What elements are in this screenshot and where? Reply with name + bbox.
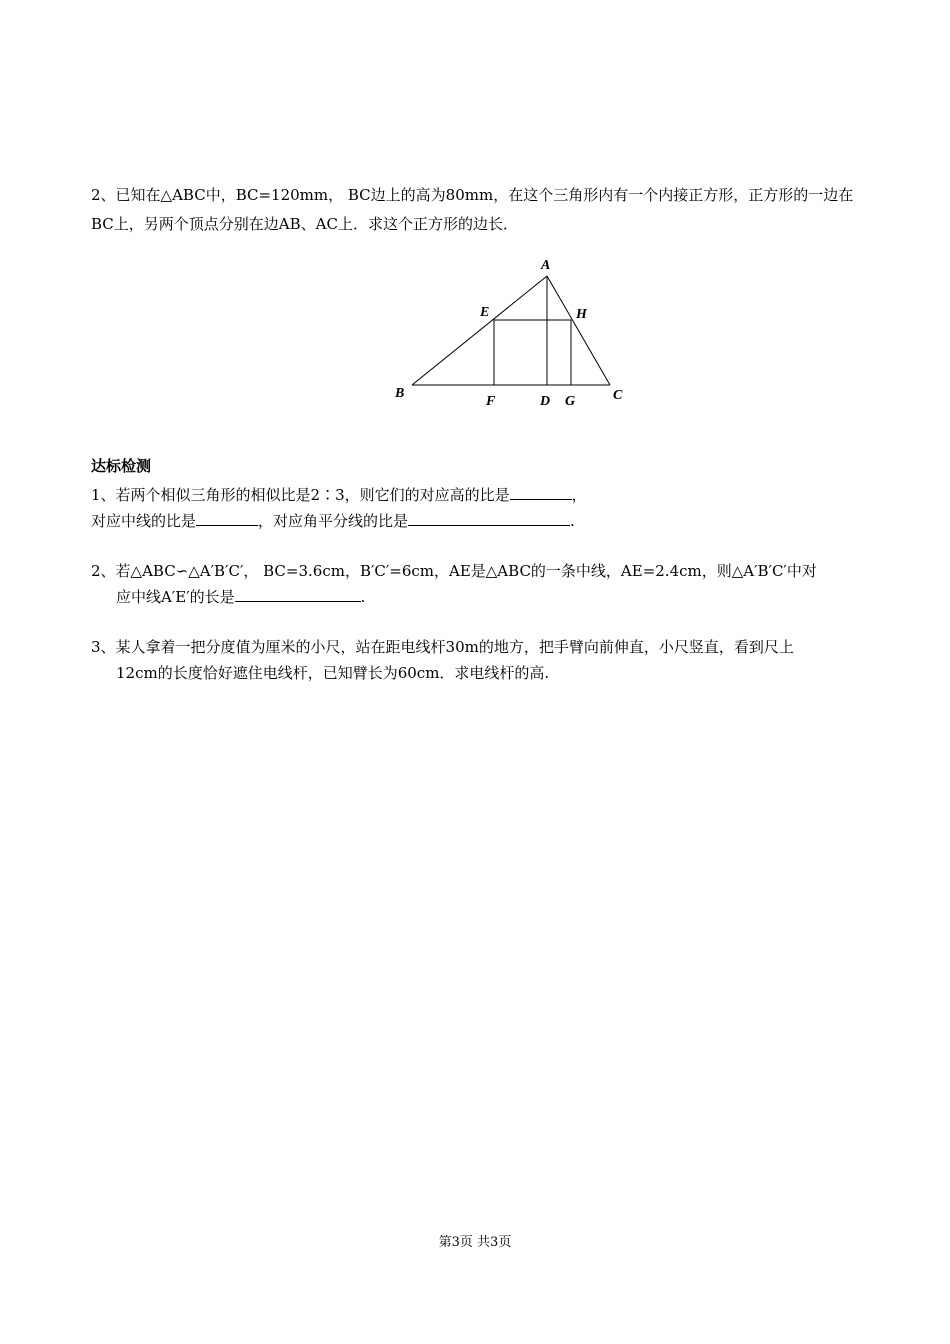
label-e: E (480, 305, 490, 320)
answer-blank-3 (408, 509, 570, 526)
label-f: F (486, 394, 496, 409)
question-1-text-b: ， (571, 486, 587, 504)
label-b: B (395, 386, 405, 401)
question-2-line-1: 2、若△ABC∽△A′B′C′， BC=3.6cm，B′C′=6cm，AE是△ABC的一条中线，AE=2.4cm，则△A′B′C′中对 (91, 562, 817, 580)
problem-2-line-2: BC上，另两个顶点分别在边AB、AC上．求这个正方形的边长． (91, 215, 518, 233)
label-c: C (613, 388, 623, 403)
answer-blank-4 (235, 585, 361, 602)
question-1-line-2 (91, 509, 575, 533)
question-2-line-2 (116, 585, 365, 609)
label-h: H (576, 307, 587, 322)
question-1-text-c: 对应中线的比是 (91, 512, 197, 530)
question-1-text-d: ，对应角平分线的比是 (258, 512, 409, 530)
label-g: G (565, 394, 576, 409)
question-1-line-1 (91, 483, 587, 507)
label-d: D (540, 394, 551, 409)
question-3-line-2: 12cm的长度恰好遮住电线杆，已知臂长为60cm．求电线杆的高. (116, 664, 550, 682)
side-ac (547, 276, 610, 385)
question-3-line-1: 3、某人拿着一把分度值为厘米的小尺，站在距电线杆30m的地方，把手臂向前伸直，小尺竖直，看到尺上 (91, 638, 794, 656)
answer-blank-1 (510, 483, 572, 500)
triangle-square-diagram (390, 250, 640, 410)
answer-blank-2 (196, 509, 258, 526)
section-heading: 达标检测 (91, 457, 152, 475)
question-1-text-a: 1、若两个相似三角形的相似比是2∶3，则它们的对应高的比是 (91, 486, 510, 504)
question-2-text-b: . (360, 588, 366, 606)
page-footer: 第3页 共3页 (438, 1235, 512, 1250)
label-a: A (541, 258, 551, 273)
question-2-text-a: 应中线A′E′的长是 (116, 588, 235, 606)
inscribed-square (494, 320, 571, 385)
side-ab (412, 276, 547, 385)
question-1-text-e: . (570, 512, 575, 530)
problem-2-line-1: 2、已知在△ABC中，BC=120mm， BC边上的高为80mm，在这个三角形内有一个内接正方形，正方形的一边在 (91, 186, 854, 204)
